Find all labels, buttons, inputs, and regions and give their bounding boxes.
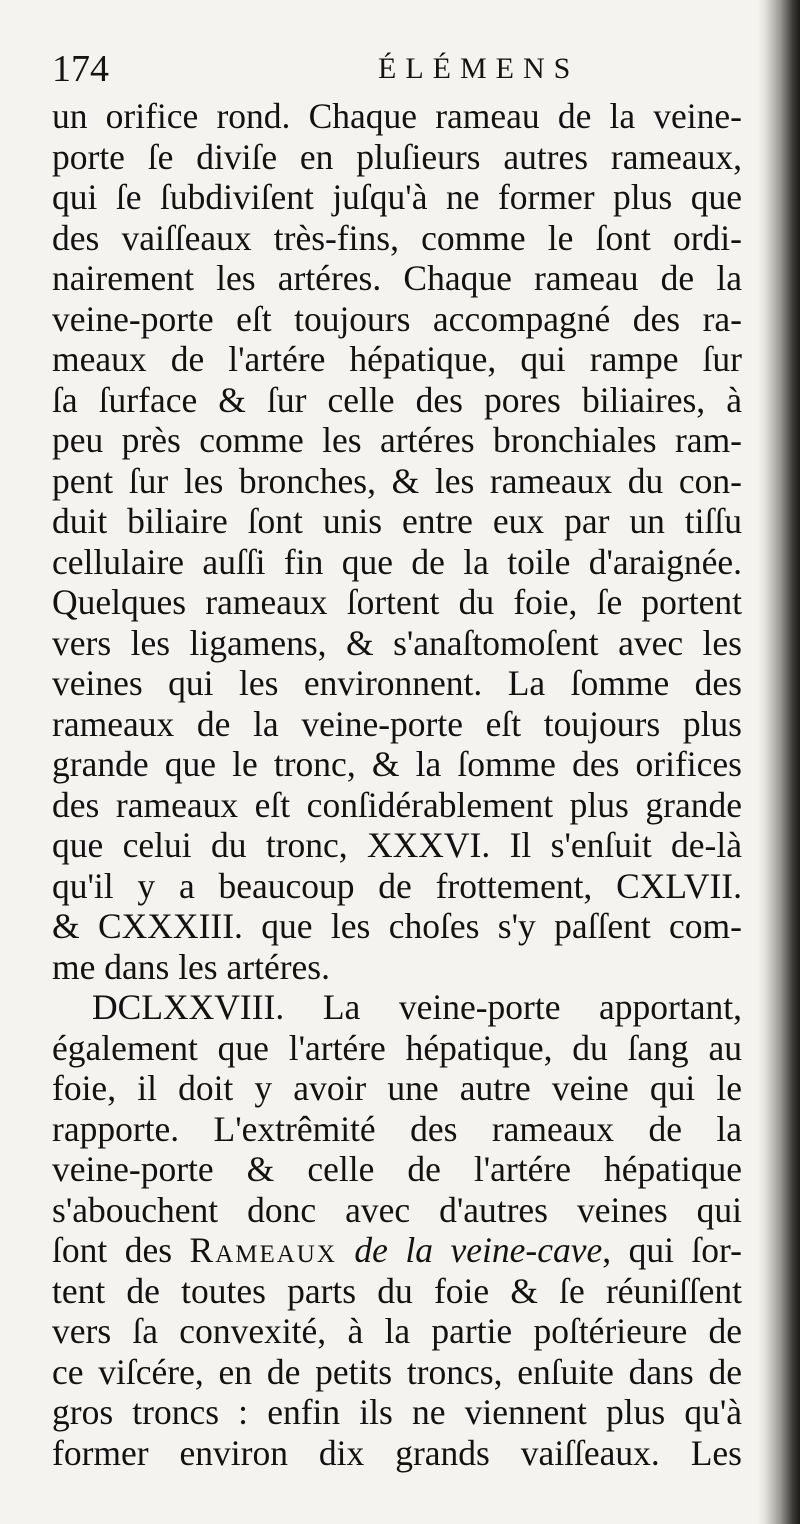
text-line: Quelques rameaux ſortent du foie, ſe portent [52,582,742,622]
text-line: des vaiſſeaux très-fins, comme le ſont ordi- [52,217,742,258]
page-number: 174 [52,48,109,90]
text-line: un orifice rond. Chaque rameau de la veine- [52,96,742,136]
text-line: nairement les artéres. Chaque rameau de la [52,258,742,298]
text-line-rameaux [52,1230,742,1271]
text-line: & CXXXIII. que les choſes s'y paſſent com- [52,906,742,946]
text-line: tent de toutes parts du foie & ſe réuniſſent [52,1270,742,1311]
veine-cave-italic: de la veine-cave [336,1230,603,1270]
page-edge [764,0,800,1524]
text-line: duit biliaire ſont unis entre eux par un tiſſu [52,501,742,541]
text-line: cellulaire auſſi fin que de la toile d'araignée. [52,541,742,582]
text-line: rapporte. L'extrêmité des rameaux de la [52,1108,742,1149]
text-line: grande que le tronc, & la ſomme des orifices [52,744,742,784]
text-line: meaux de l'artére hépatique, qui rampe ſur [52,339,742,379]
rameaux-small-caps: Rameaux [189,1230,337,1270]
text-line: vers les ligamens, & s'anaſtomoſent avec les [52,622,742,663]
text-line: des rameaux eſt conſidérablement plus grande [52,784,742,825]
text-line: peu près comme les artéres bronchiales ram- [52,420,742,460]
text-line: foie, il doit y avoir une autre veine qui le [52,1068,742,1108]
page-header [52,44,742,94]
text-line: gros troncs : enfin ils ne viennent plus qu'à [52,1392,742,1432]
text-line: veine-porte & celle de l'artére hépatique [52,1149,742,1189]
text-line: rameaux de la veine-porte eſt toujours plus [52,703,742,744]
paragraph-start-line: DCLXXVIII. La veine-porte apportant, [92,987,742,1027]
text-line: également que l'artére hépatique, du ſang au [52,1027,742,1068]
text-line: veines qui les environnent. La ſomme des [52,663,742,703]
text-line: s'abouchent donc avec d'autres veines qui [52,1189,742,1230]
text-line: vers ſa convexité, à la partie poſtérieure de [52,1311,742,1351]
text-line: veine-porte eſt toujours accompagné des ra- [52,298,742,339]
text-line: porte ſe diviſe en pluſieurs autres rameaux, [52,136,742,177]
body-text [52,96,742,1473]
text-line: ſa ſurface & ſur celle des pores biliaires, à [52,379,742,420]
text-line: qu'il y a beaucoup de frottement, CXLVII. [52,865,742,906]
text-line: pent ſur les bronches, & les rameaux du con- [52,460,742,501]
text-line: que celui du tronc, XXXVI. Il s'enſuit de-là [52,825,742,865]
running-head: ÉLÉMENS [378,52,580,85]
rameaux-line-before: ſont des [52,1230,190,1270]
rameaux-line-after: , qui ſor- [602,1230,742,1270]
paragraph-end-line: me dans les artéres. [52,946,330,987]
text-line: ce viſcére, en de petits troncs, enſuite dans de [52,1351,742,1392]
text-line: former environ dix grands vaiſſeaux. Les [52,1432,742,1473]
text-line: qui ſe ſubdiviſent juſqu'à ne former plus que [52,177,742,217]
